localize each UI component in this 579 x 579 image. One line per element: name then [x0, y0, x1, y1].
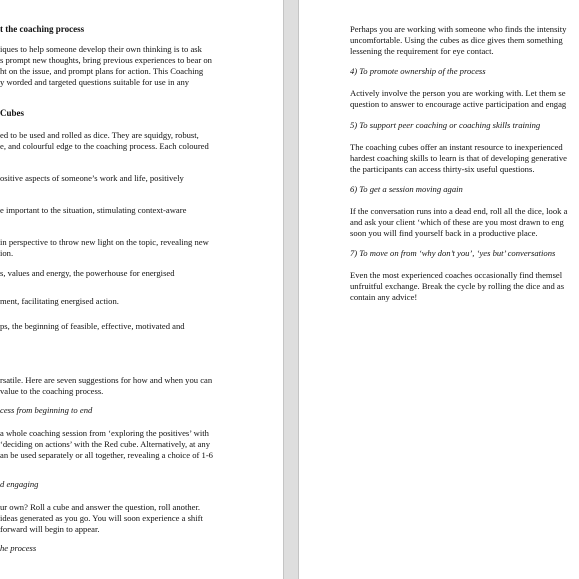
paragraph-line: Actively involve the person you are working with. Let them se — [350, 88, 566, 98]
paragraph-line: ideas generated as you go. You will soon experience a shift — [0, 513, 203, 523]
subheading: 5) To support peer coaching or coaching skills training — [350, 120, 541, 130]
paragraph-line: unfruitful exchange. Break the cycle by rolling the dice and as — [350, 281, 565, 291]
paragraph-line: The coaching cubes offer an instant resource to inexperienced — [350, 142, 563, 152]
paragraph-line: s prompt new thoughts, bring previous experiences to bear on — [0, 55, 212, 65]
list-item: in perspective to throw new light on the topic, revealing new — [0, 237, 209, 247]
paragraph-line: rsatile. Here are seven suggestions for how and when you can — [0, 375, 213, 385]
list-item: ositive aspects of someone’s work and life, positively — [0, 173, 184, 183]
paragraph-line: contain any advice! — [350, 292, 418, 302]
paragraph-line: forward will begin to appear. — [0, 524, 100, 534]
paragraph-line: a whole coaching session from ‘exploring the positives’ with — [0, 428, 209, 438]
paragraph-line: an be used separately or all together, revealing a choice of 1-6 — [0, 450, 213, 460]
paragraph-line: soon you will find yourself back in a productive place. — [350, 228, 538, 238]
section-heading: t the coaching process — [0, 24, 85, 34]
paragraph-line: Perhaps you are working with someone who finds the intensity — [350, 24, 567, 34]
paragraph-line: iques to help someone develop their own thinking is to ask — [0, 44, 202, 54]
list-item: ps, the beginning of feasible, effective, motivated and — [0, 321, 185, 331]
document-page-left — [0, 0, 284, 579]
paragraph-line: If the conversation runs into a dead end, roll all the dice, look a — [350, 206, 568, 216]
paragraph-line: e, and colourful edge to the coaching process. Each coloured — [0, 141, 209, 151]
section-heading: Cubes — [0, 108, 25, 118]
subheading: cess from beginning to end — [0, 405, 93, 415]
list-item: e important to the situation, stimulating context-aware — [0, 205, 187, 215]
paragraph-line: the participants can access thirty-six useful questions. — [350, 164, 535, 174]
subheading: 4) To promote ownership of the process — [350, 66, 486, 76]
paragraph-line: question to answer to encourage active participation and engag — [350, 99, 567, 109]
paragraph-line: y worded and targeted questions suitable for use in any — [0, 77, 190, 87]
paragraph-line: lessening the requirement for eye contact. — [350, 46, 494, 56]
paragraph-line: ‘deciding on actions’ with the Red cube. Alternatively, at any — [0, 439, 211, 449]
paragraph-line: uncomfortable. Using the cubes as dice gives them something — [350, 35, 563, 45]
paragraph-line: hardest coaching skills to learn is that of developing generative — [350, 153, 567, 163]
paragraph-line: and ask your client ‘which of these are you most drawn to eng — [350, 217, 564, 227]
list-item: ment, facilitating energised action. — [0, 296, 119, 306]
subheading: he process — [0, 543, 37, 553]
paragraph-line: ur own? Roll a cube and answer the question, roll another. — [0, 502, 200, 512]
list-item: s, values and energy, the powerhouse for energised — [0, 268, 175, 278]
document-page-right — [298, 0, 579, 579]
paragraph-line: ed to be used and rolled as dice. They are squidgy, robust, — [0, 130, 199, 140]
subheading: d engaging — [0, 479, 39, 489]
paragraph-line: value to the coaching process. — [0, 386, 104, 396]
paragraph-line: Even the most experienced coaches occasionally find themsel — [350, 270, 563, 280]
paragraph-line: ht on the issue, and prompt plans for action. This Coaching — [0, 66, 204, 76]
subheading: 6) To get a session moving again — [350, 184, 463, 194]
list-item: ion. — [0, 248, 14, 258]
subheading: 7) To move on from ‘why don’t you’, ‘yes but’ conversations — [350, 248, 556, 258]
